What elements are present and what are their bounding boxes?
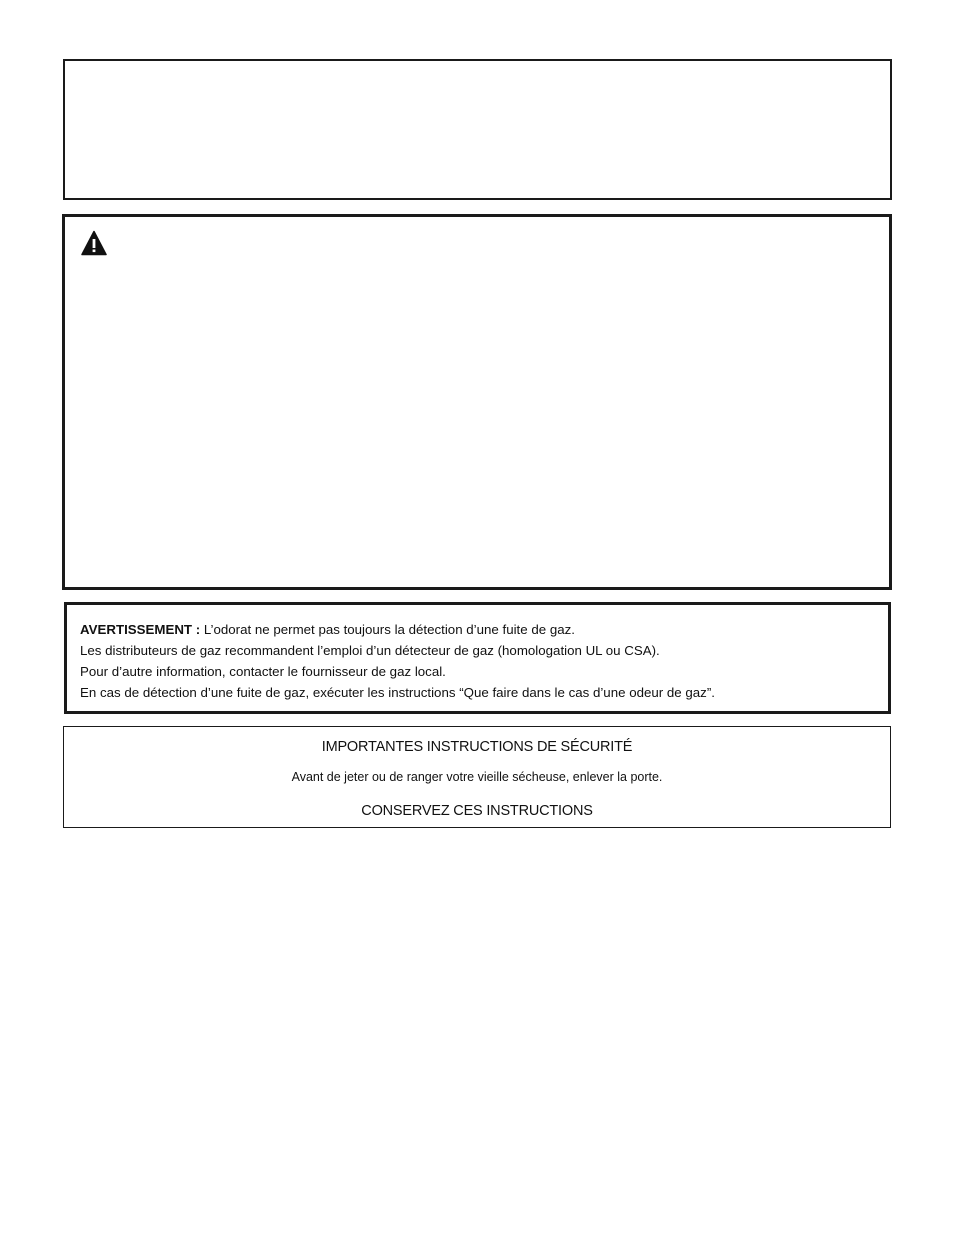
top-empty-box — [63, 59, 892, 200]
gas-warning-line-1 — [80, 619, 878, 640]
keep-instructions-heading: CONSERVEZ CES INSTRUCTIONS — [361, 803, 593, 819]
safety-body: Avant de jeter ou de ranger votre vieille sécheuse, enlever la porte. — [291, 770, 663, 784]
warning-box — [62, 214, 892, 590]
gas-warning-line-2: Les distributeurs de gaz recommandent l’emploi d’un détecteur de gaz (homologation UL ou CSA). — [80, 643, 660, 658]
safety-title: IMPORTANTES INSTRUCTIONS DE SÉCURITÉ — [321, 739, 633, 755]
gas-warning-line-1-text: L’odorat ne permet pas toujours la détection d’une fuite de gaz. — [200, 622, 575, 637]
gas-warning-label: AVERTISSEMENT : — [80, 622, 201, 637]
gas-warning-text — [80, 619, 878, 703]
gas-warning-line-4: En cas de détection d’une fuite de gaz, exécuter les instructions “Que faire dans le cas d’une odeur de gaz”. — [80, 685, 715, 700]
warning-triangle-icon — [81, 230, 107, 256]
gas-warning-box — [64, 602, 891, 714]
safety-instructions-box — [63, 726, 891, 828]
gas-warning-line-3: Pour d’autre information, contacter le fournisseur de gaz local. — [80, 664, 446, 679]
